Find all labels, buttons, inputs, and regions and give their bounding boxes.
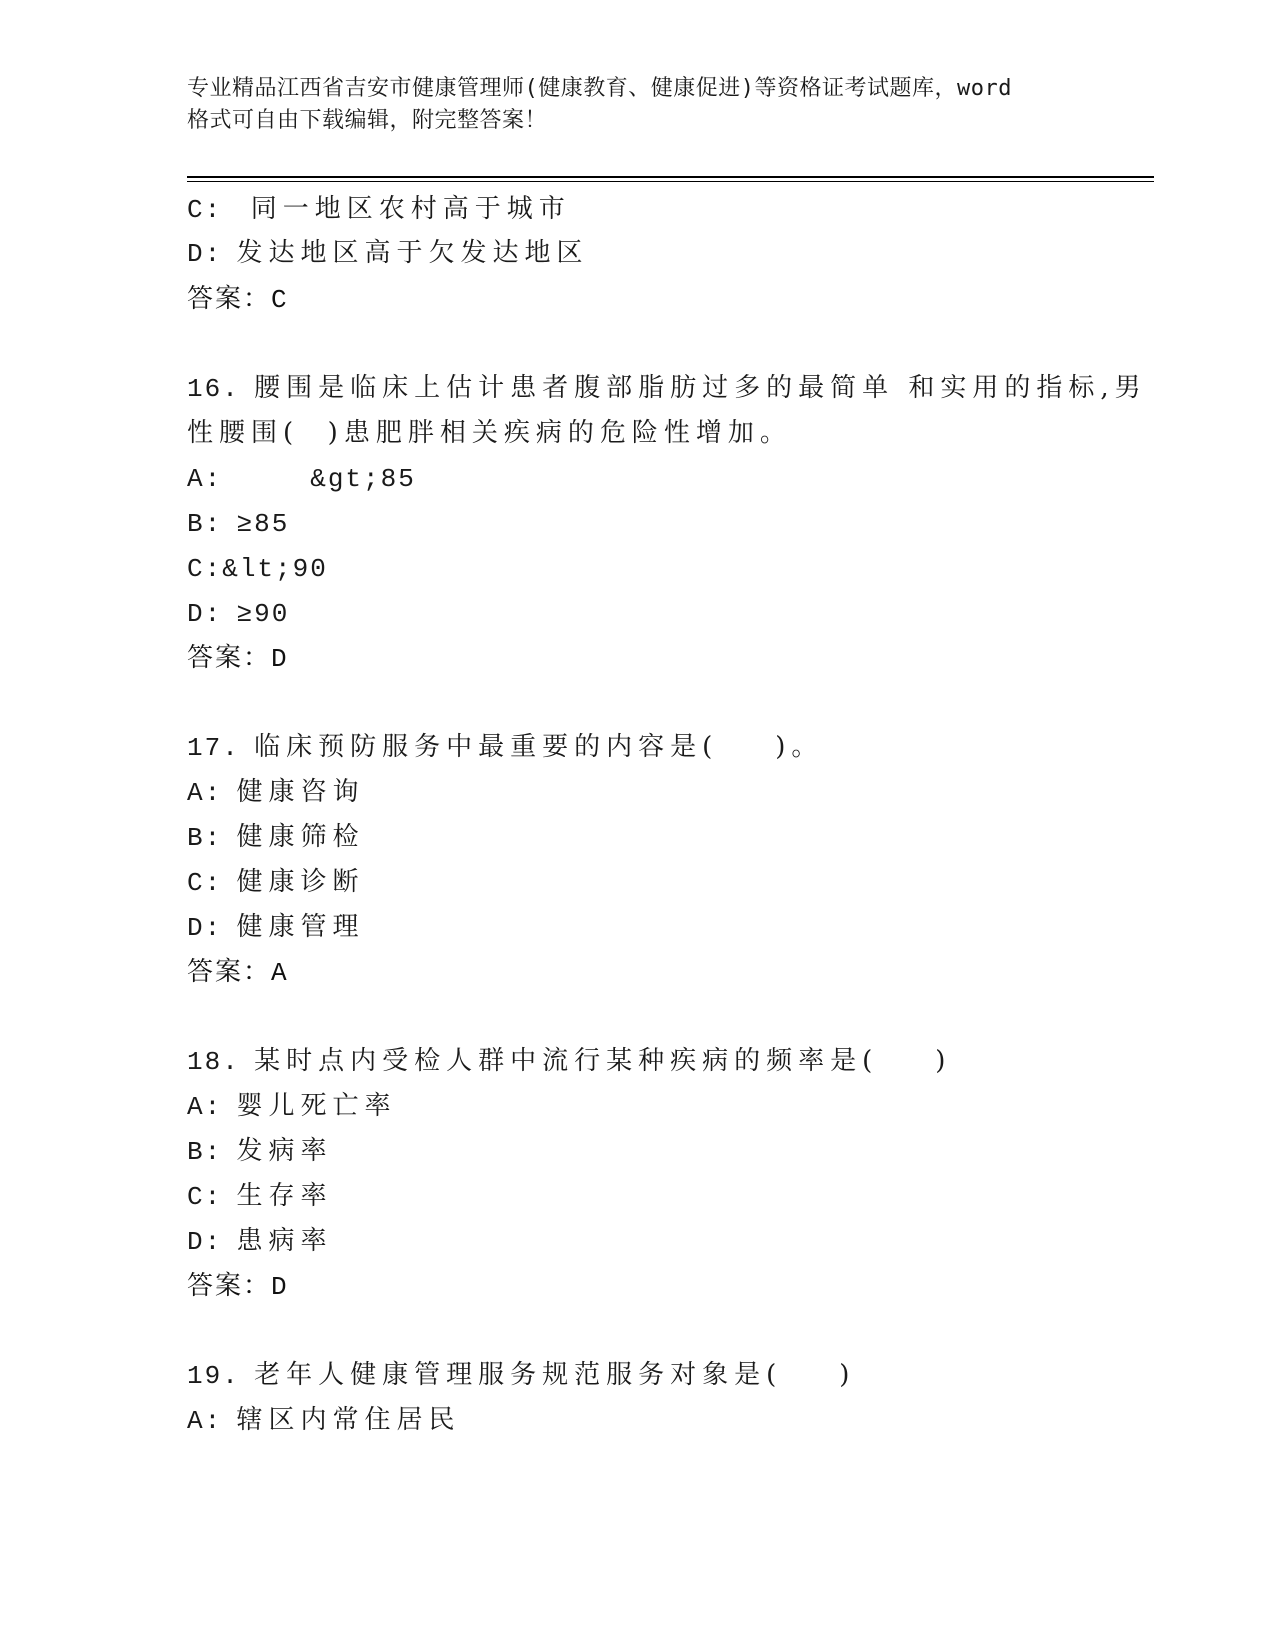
option-text: 辖区内常住居民 xyxy=(236,1405,461,1435)
option-label: D: xyxy=(187,599,223,629)
answer-line xyxy=(187,955,289,990)
option-text: 同一地区农村高于城市 xyxy=(222,194,571,224)
question-number: 18. xyxy=(187,1047,240,1077)
option-c xyxy=(187,551,328,586)
option-b xyxy=(187,820,365,855)
answer-key: D xyxy=(271,644,289,674)
option-label: C: xyxy=(187,1182,223,1212)
option-text: 生存率 xyxy=(236,1181,333,1211)
option-text: 健康筛检 xyxy=(236,822,365,852)
option-text: 健康管理 xyxy=(236,912,365,942)
option-label: C: xyxy=(187,195,223,225)
option-text: 健康咨询 xyxy=(236,777,365,807)
option-label: D: xyxy=(187,1227,223,1257)
question-stem-continued xyxy=(187,416,792,450)
option-label: D: xyxy=(187,239,223,269)
question-stem xyxy=(187,1358,855,1393)
question-number: 19. xyxy=(187,1361,240,1391)
option-c xyxy=(187,1179,333,1214)
answer-label: 答案： xyxy=(187,957,272,987)
option-text: 健康诊断 xyxy=(236,867,365,897)
header-rule-thick xyxy=(187,176,1154,178)
option-a xyxy=(187,775,365,810)
option-b xyxy=(187,506,289,541)
option-d xyxy=(187,910,365,945)
option-a xyxy=(187,461,416,496)
question-stem-line-2: 性腰围( )患肥胖相关疾病的危险性增加。 xyxy=(187,418,792,448)
question-stem-text: 临床预防服务中最重要的内容是( )。 xyxy=(254,732,824,762)
option-text: 发达地区高于欠发达地区 xyxy=(236,238,589,268)
option-a xyxy=(187,1403,461,1438)
option-text: 婴儿死亡率 xyxy=(236,1091,397,1121)
option-text: &gt;85 xyxy=(222,464,416,494)
option-c xyxy=(187,192,571,227)
option-d xyxy=(187,236,589,271)
option-label: D: xyxy=(187,913,223,943)
answer-line xyxy=(187,1269,289,1304)
option-text: 患病率 xyxy=(236,1226,333,1256)
question-number: 17. xyxy=(187,733,240,763)
option-b xyxy=(187,1134,333,1169)
question-stem xyxy=(187,1044,951,1079)
option-label: A: xyxy=(187,1092,223,1122)
option-label: A: xyxy=(187,464,223,494)
question-stem-line-1: 腰围是临床上估计患者腹部脂肪过多的最简单 和实用的指标,男 xyxy=(254,373,1147,403)
header-line-2: 格式可自由下载编辑，附完整答案！ xyxy=(187,108,548,133)
answer-key: C xyxy=(271,285,289,315)
header-line-1: 专业精品江西省吉安市健康管理师(健康教育、健康促进)等资格证考试题库，word xyxy=(187,76,1012,101)
answer-key: D xyxy=(271,1272,289,1302)
option-label: B: xyxy=(187,1137,223,1167)
option-d xyxy=(187,596,289,631)
answer-label: 答案： xyxy=(187,643,272,673)
option-c xyxy=(187,865,365,900)
header-rule-thin xyxy=(187,181,1154,182)
answer-line xyxy=(187,282,289,317)
option-text: &lt;90 xyxy=(222,554,328,584)
answer-label: 答案： xyxy=(187,284,272,314)
question-stem xyxy=(187,730,823,765)
answer-key: A xyxy=(271,958,289,988)
answer-label: 答案： xyxy=(187,1271,272,1301)
page-header xyxy=(187,73,1087,137)
question-stem-text: 某时点内受检人群中流行某种疾病的频率是( ) xyxy=(254,1046,952,1076)
question-stem-text: 老年人健康管理服务规范服务对象是( ) xyxy=(254,1360,856,1390)
question-number: 16. xyxy=(187,374,240,404)
option-text: 发病率 xyxy=(236,1136,333,1166)
option-label: A: xyxy=(187,778,223,808)
option-label: C: xyxy=(187,554,223,584)
option-text: ≥85 xyxy=(236,509,290,539)
option-text: ≥90 xyxy=(236,599,290,629)
option-label: B: xyxy=(187,509,223,539)
question-stem xyxy=(187,371,1147,406)
option-a xyxy=(187,1089,397,1124)
option-label: B: xyxy=(187,823,223,853)
option-label: C: xyxy=(187,868,223,898)
answer-line xyxy=(187,641,289,676)
option-d xyxy=(187,1224,333,1259)
option-label: A: xyxy=(187,1406,223,1436)
